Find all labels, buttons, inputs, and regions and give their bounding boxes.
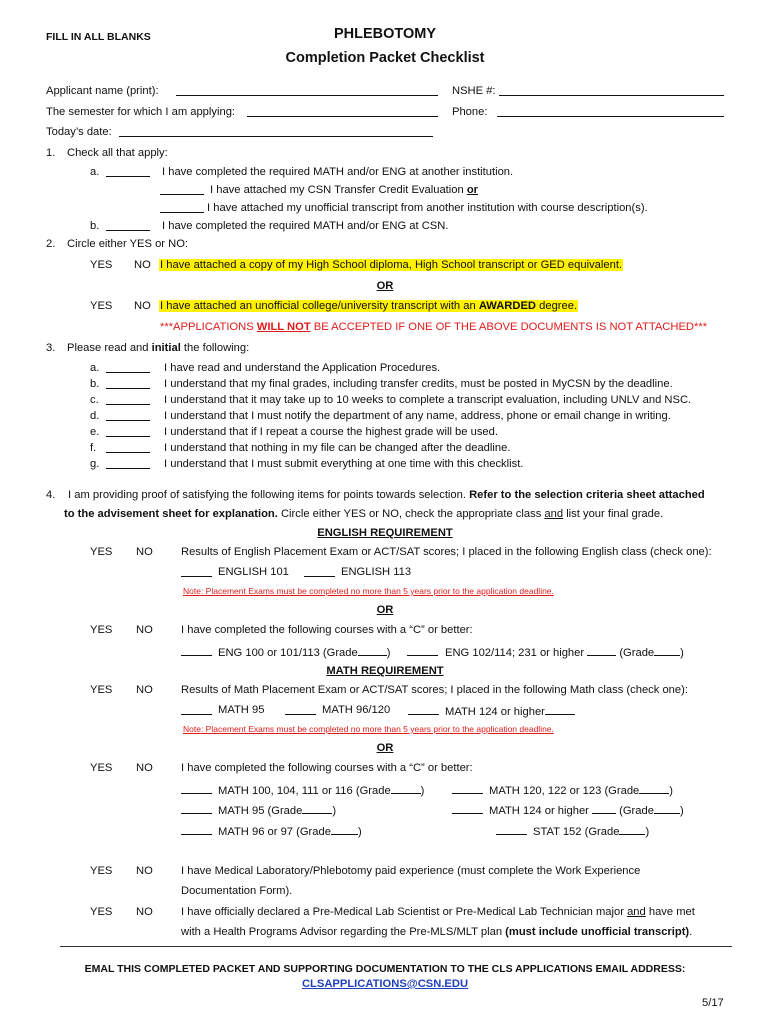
eng-100-option: ENG 100 or 101/113 (Grade ) (218, 644, 390, 660)
math-requirement-heading: MATH REQUIREMENT (326, 665, 444, 677)
math-96-course-option: MATH 96 or 97 (Grade ) (218, 823, 362, 839)
or-divider: OR (376, 280, 394, 292)
stat-152-option: STAT 152 (Grade ) (533, 823, 649, 839)
english-placement-text: Results of English Placement Exam or ACT/SAT scores; I placed in the following English class (check one): (181, 546, 712, 558)
no-option[interactable]: NO (134, 300, 151, 312)
math-95-course-option: MATH 95 (Grade ) (218, 802, 336, 818)
yes-option[interactable]: YES (90, 906, 113, 918)
grade-blank[interactable] (391, 782, 421, 794)
check-blank[interactable] (452, 782, 483, 794)
section-4-intro-line-2: to the advisement sheet for explanation. Circle either YES or NO, check the appropriate class and list your final grade. (64, 508, 664, 520)
section-1-b-text: I have completed the required MATH and/or ENG at CSN. (162, 220, 449, 232)
section-1-a2-text: I have attached my unofficial transcript from another institution with course description(s). (207, 202, 648, 214)
courses-completed-text: I have completed the following courses with a “C” or better: (181, 762, 473, 774)
list-item-letter: g. (90, 458, 100, 470)
or-divider: OR (376, 604, 394, 616)
or-divider: OR (376, 742, 394, 754)
fill-in-note: FILL IN ALL BLANKS (46, 31, 151, 43)
math-96-option: MATH 96/120 (322, 704, 391, 716)
check-blank[interactable] (407, 644, 438, 656)
list-item-letter: d. (90, 410, 100, 422)
no-option[interactable]: NO (136, 624, 153, 636)
item-letter: b. (90, 220, 100, 232)
initial-blank[interactable] (106, 457, 150, 469)
check-blank[interactable] (408, 703, 439, 715)
courses-completed-text: I have completed the following courses with a “C” or better: (181, 624, 473, 636)
math-120-option: MATH 120, 122 or 123 (Grade ) (489, 782, 673, 798)
section-1-number: 1. (46, 147, 56, 159)
initial-blank[interactable] (106, 165, 150, 177)
declared-major-line-1: I have officially declared a Pre-Medical Lab Scientist or Pre-Medical Lab Technician major and have met (181, 906, 695, 918)
list-item: I understand that I must notify the department of any name, address, phone or email change in writing. (164, 410, 671, 422)
no-option[interactable]: NO (136, 684, 153, 696)
page-subtitle: Completion Packet Checklist (285, 50, 485, 66)
initial-blank[interactable] (106, 393, 150, 405)
applicant-name-label: Applicant name (print): (46, 85, 159, 97)
section-2-number: 2. (46, 238, 56, 250)
date-field[interactable] (119, 125, 433, 137)
check-blank[interactable] (181, 802, 212, 814)
email-link[interactable]: CLSAPPLICATIONS@CSN.EDU (301, 978, 469, 990)
initial-blank[interactable] (106, 409, 150, 421)
english-113-option: ENGLISH 113 (341, 566, 412, 578)
section-4-intro-line-1: I am providing proof of satisfying the following items for points towards selection. Refer to the selection criteria sheet attached (68, 489, 705, 501)
semester-label: The semester for which I am applying: (46, 106, 236, 118)
check-blank[interactable] (181, 782, 212, 794)
list-item: I understand that my final grades, including transfer credits, must be posted in MyCSN by the deadline. (164, 378, 673, 390)
english-101-option: ENGLISH 101 (218, 566, 289, 578)
grade-blank[interactable] (545, 703, 575, 715)
yes-option[interactable]: YES (90, 762, 113, 774)
no-option[interactable]: NO (136, 906, 153, 918)
semester-field[interactable] (247, 105, 438, 117)
initial-blank[interactable] (160, 183, 204, 195)
initial-blank[interactable] (106, 377, 150, 389)
math-124-option: MATH 124 or higher (445, 703, 575, 719)
grade-blank[interactable] (587, 644, 616, 656)
grade-blank[interactable] (331, 823, 358, 835)
check-blank[interactable] (181, 823, 212, 835)
phone-field[interactable] (497, 105, 724, 117)
no-option[interactable]: NO (136, 762, 153, 774)
initial-blank[interactable] (106, 441, 150, 453)
math-95-option: MATH 95 (218, 704, 265, 716)
list-item-letter: e. (90, 426, 100, 438)
grade-blank[interactable] (619, 823, 645, 835)
warning-text: ***APPLICATIONS WILL NOT BE ACCEPTED IF ONE OF THE ABOVE DOCUMENTS IS NOT ATTACHED*** (160, 321, 708, 333)
eng-102-option: ENG 102/114; 231 or higher (Grade ) (445, 644, 684, 660)
grade-blank[interactable] (302, 802, 332, 814)
grade-blank[interactable] (654, 644, 680, 656)
no-option[interactable]: NO (136, 865, 153, 877)
item-letter: a. (90, 166, 100, 178)
placement-note: Note: Placement Exams must be completed no more than 5 years prior to the application deadline. (183, 586, 554, 596)
list-item-letter: a. (90, 362, 100, 374)
check-blank[interactable] (304, 565, 335, 577)
no-option[interactable]: NO (134, 259, 151, 271)
section-1-a-text: I have completed the required MATH and/or ENG at another institution. (162, 166, 514, 178)
experience-text-line-1: I have Medical Laboratory/Phlebotomy paid experience (must complete the Work Experience (181, 865, 641, 877)
grade-blank[interactable] (592, 802, 616, 814)
phone-label: Phone: (452, 106, 488, 118)
list-item: I understand that I must submit everything at one time with this checklist. (164, 458, 524, 470)
declared-major-line-2: with a Health Programs Advisor regarding the Pre-MLS/MLT plan (must include unofficial transcript). (181, 926, 693, 938)
list-item-letter: b. (90, 378, 100, 390)
list-item: I understand that nothing in my file can be changed after the deadline. (164, 442, 511, 454)
list-item: I have read and understand the Application Procedures. (164, 362, 441, 374)
email-instruction: EMAL THIS COMPLETED PACKET AND SUPPORTING DOCUMENTATION TO THE CLS APPLICATIONS EMAIL ADDRESS: (84, 963, 686, 975)
nshe-label: NSHE #: (452, 85, 496, 97)
nshe-field[interactable] (499, 84, 724, 96)
experience-text-line-2: Documentation Form). (181, 885, 293, 897)
check-blank[interactable] (496, 823, 527, 835)
section-1-a1-text: I have attached my CSN Transfer Credit Evaluation or (210, 184, 478, 196)
section-4-number: 4. (46, 489, 56, 501)
no-option[interactable]: NO (136, 546, 153, 558)
section-2-heading: Circle either YES or NO: (67, 238, 189, 250)
check-blank[interactable] (452, 802, 483, 814)
page-number: 5/17 (702, 997, 724, 1009)
section-3-number: 3. (46, 342, 56, 354)
list-item: I understand that it may take up to 10 weeks to complete a transcript evaluation, including UNLV and NSC. (164, 394, 692, 406)
page-title: PHLEBOTOMY (333, 26, 437, 42)
yes-option[interactable]: YES (90, 546, 113, 558)
highlighted-statement: I have attached a copy of my High School diploma, High School transcript or GED equivalent. (160, 259, 623, 271)
yes-option[interactable]: YES (90, 624, 113, 636)
initial-blank[interactable] (106, 361, 150, 373)
math-placement-text: Results of Math Placement Exam or ACT/SAT scores; I placed in the following Math class (check one): (181, 684, 688, 696)
grade-blank[interactable] (358, 644, 387, 656)
highlighted-statement: I have attached an unofficial college/university transcript with an AWARDED degree. (160, 300, 578, 312)
yes-option[interactable]: YES (90, 300, 113, 312)
check-blank[interactable] (285, 703, 316, 715)
yes-option[interactable]: YES (90, 865, 113, 877)
check-blank[interactable] (181, 644, 212, 656)
section-1-heading: Check all that apply: (67, 147, 168, 159)
initial-blank[interactable] (106, 219, 150, 231)
applicant-name-field[interactable] (176, 84, 438, 96)
section-3-heading: Please read and initial the following: (67, 342, 250, 354)
initial-blank[interactable] (106, 425, 150, 437)
list-item: I understand that if I repeat a course the highest grade will be used. (164, 426, 498, 438)
check-blank[interactable] (181, 565, 212, 577)
date-label: Today’s date: (46, 126, 112, 138)
list-item-letter: c. (90, 394, 99, 406)
placement-note: Note: Placement Exams must be completed no more than 5 years prior to the application deadline. (183, 724, 554, 734)
english-requirement-heading: ENGLISH REQUIREMENT (317, 527, 453, 539)
divider (60, 946, 732, 947)
math-100-option: MATH 100, 104, 111 or 116 (Grade ) (218, 782, 424, 798)
math-124-course-option: MATH 124 or higher (Grade ) (489, 802, 684, 818)
grade-blank[interactable] (654, 802, 680, 814)
initial-blank[interactable] (160, 201, 204, 213)
yes-option[interactable]: YES (90, 259, 113, 271)
grade-blank[interactable] (639, 782, 669, 794)
yes-option[interactable]: YES (90, 684, 113, 696)
list-item-letter: f. (90, 442, 97, 454)
check-blank[interactable] (181, 703, 212, 715)
